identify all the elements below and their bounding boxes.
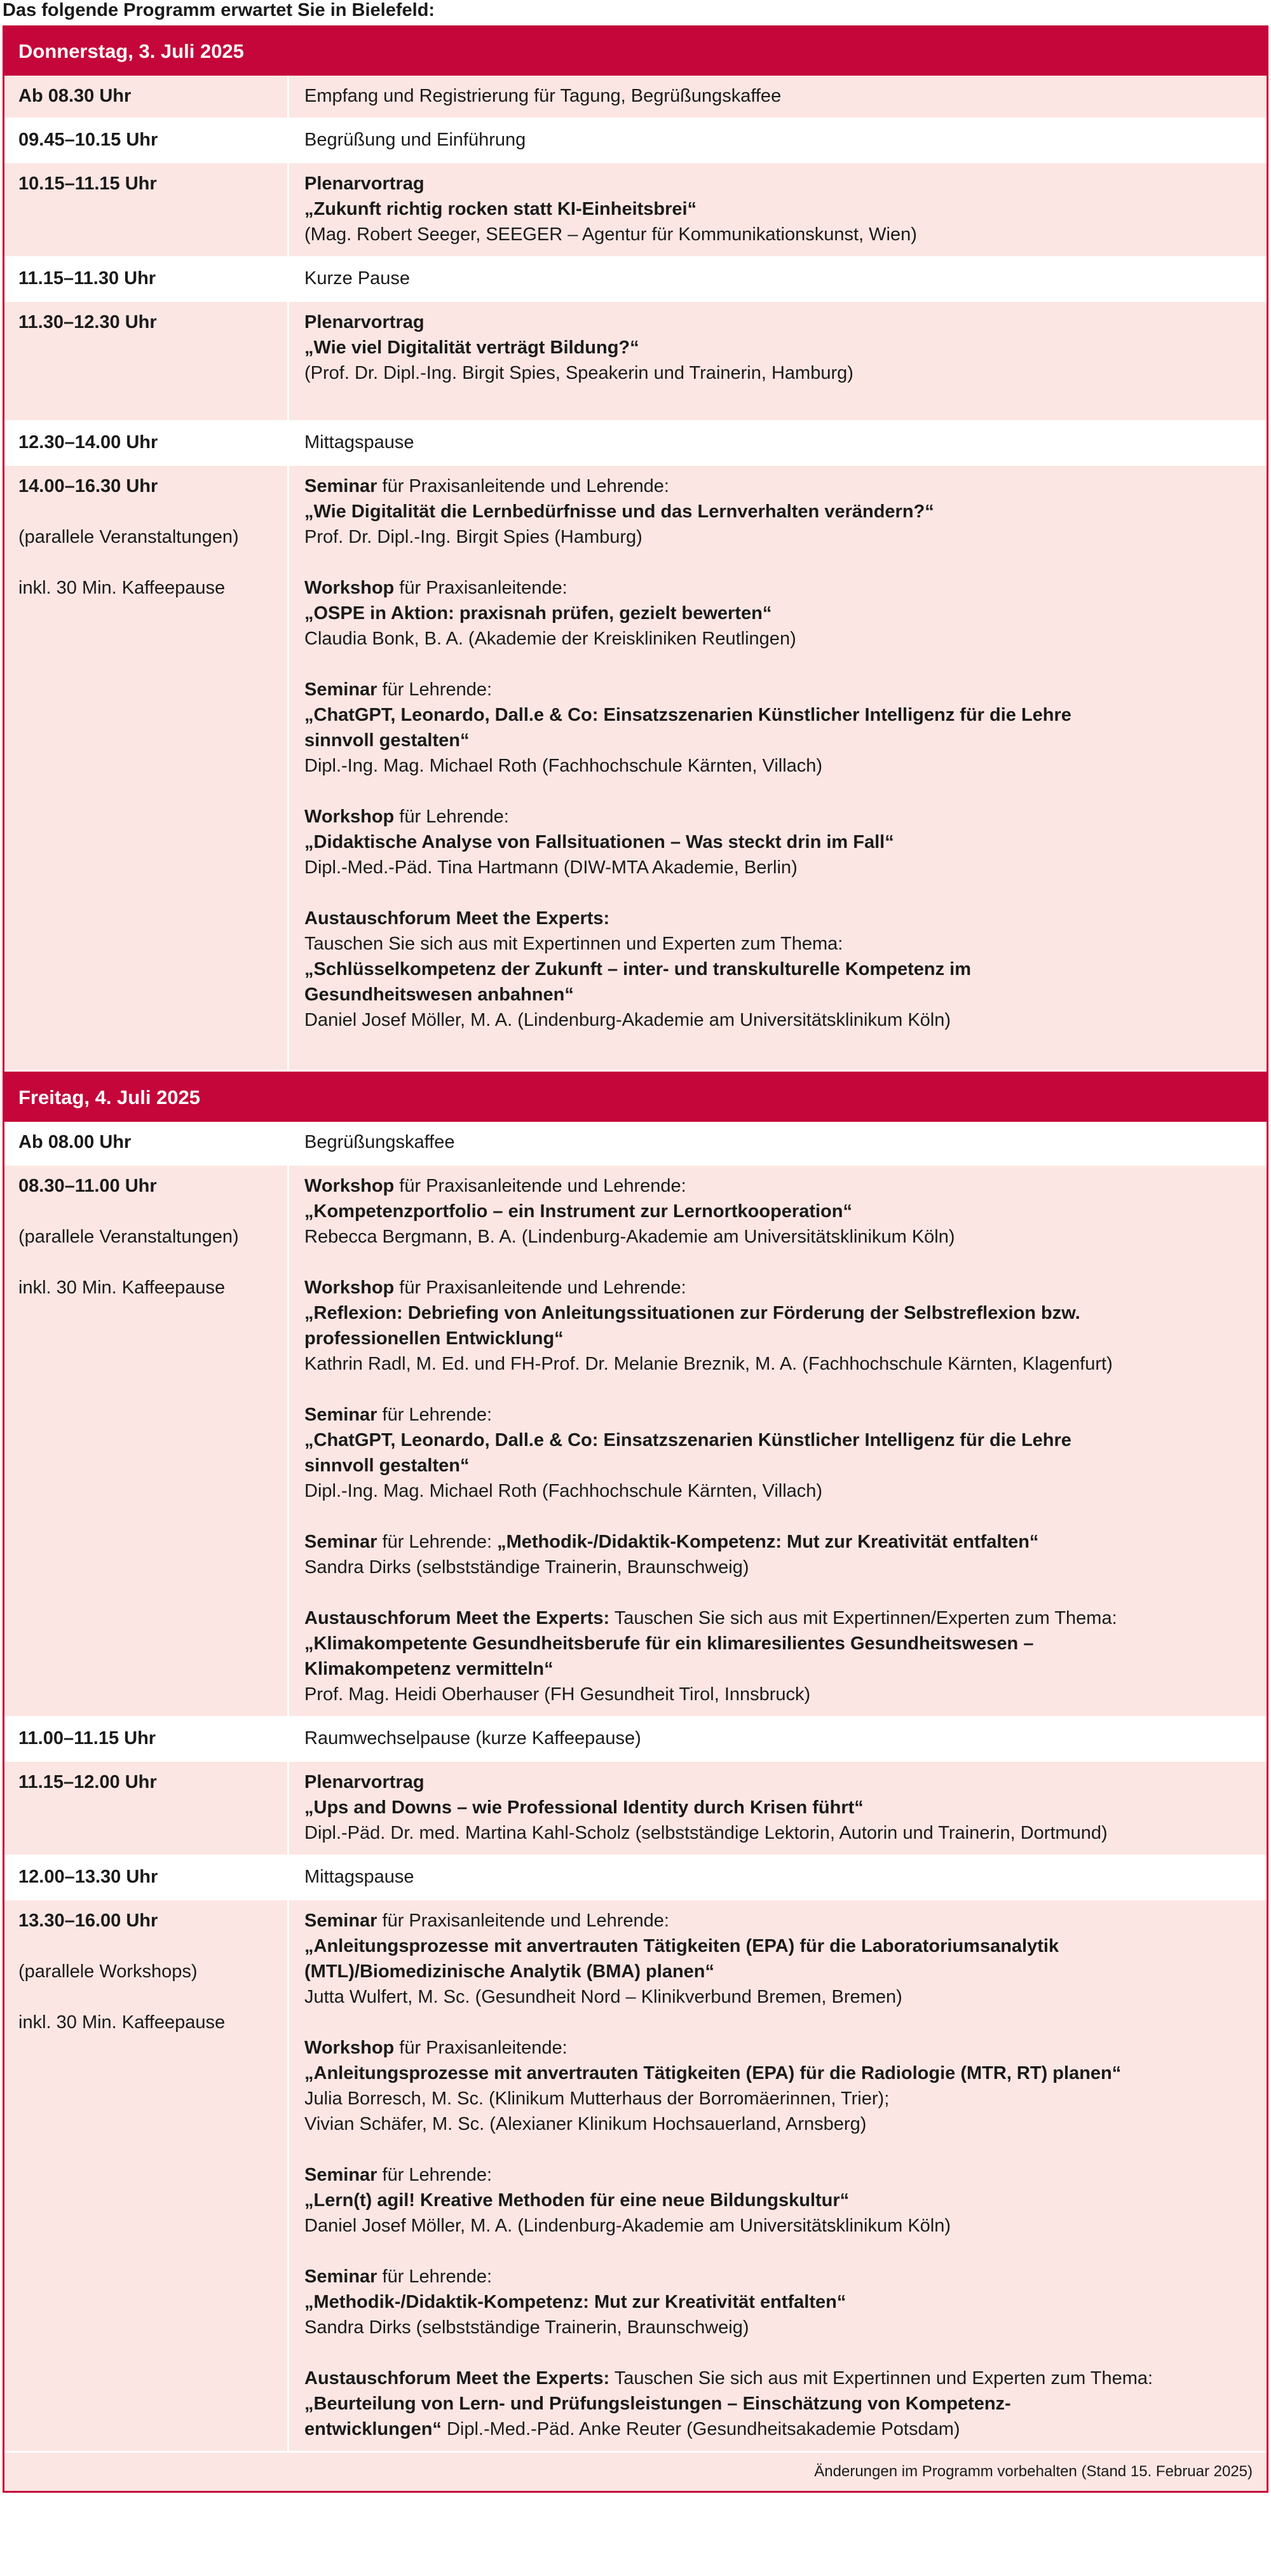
- schedule-row: [4, 258, 1267, 302]
- session-text: Daniel Josef Möller, M. A. (Lindenburg-Akademie am Universitätsklinikum Köln): [304, 2216, 951, 2236]
- session-line: [304, 702, 1251, 728]
- session-line: [304, 1555, 1251, 1580]
- session-line: [304, 1199, 1251, 1224]
- session-line: [304, 1007, 1251, 1033]
- session-line: [304, 601, 1251, 626]
- session-text: Tauschen Sie sich aus mit Expertinnen/Experten zum Thema:: [609, 1608, 1117, 1628]
- session-line: [304, 2086, 1251, 2111]
- time-label: 11.15–12.00 Uhr: [18, 1772, 157, 1792]
- schedule-row: [4, 1718, 1267, 1762]
- session-line: [304, 1933, 1251, 1959]
- session-line: [304, 499, 1251, 524]
- session-block: [304, 1605, 1251, 1707]
- session-line: [304, 1908, 1251, 1933]
- session-text: für Praxisanleitende:: [394, 578, 568, 598]
- schedule-row: [4, 1762, 1267, 1857]
- session-line: [304, 906, 1251, 931]
- session-emphasis: Seminar: [304, 2165, 377, 2185]
- footer-note: Änderungen im Programm vorbehalten (Stand 15. Februar 2025): [4, 2453, 1267, 2491]
- time-label: Ab 08.00 Uhr: [18, 1132, 132, 1152]
- time-cell: [4, 119, 289, 161]
- description-cell: [289, 302, 1267, 420]
- session-text: Kathrin Radl, M. Ed. und FH-Prof. Dr. Melanie Breznik, M. A. (Fachhochschule Kärnten, Klagenfurt): [304, 1354, 1113, 1374]
- time-label: 08.30–11.00 Uhr: [18, 1176, 157, 1196]
- session-line: [304, 1820, 1251, 1846]
- session-line: [304, 2111, 1251, 2137]
- session-line: [304, 430, 1251, 455]
- session-block: [304, 266, 1251, 291]
- session-block: [304, 127, 1251, 153]
- session-line: [304, 1631, 1251, 1656]
- session-text: für Praxisanleitende und Lehrende:: [394, 1278, 686, 1298]
- description-cell: [289, 258, 1267, 300]
- session-text: (Mag. Robert Seeger, SEEGER – Agentur für Kommunikationskunst, Wien): [304, 224, 917, 245]
- session-emphasis: Austauschforum Meet the Experts:: [304, 2368, 610, 2389]
- session-line: [304, 222, 1251, 247]
- session-emphasis: professionellen Entwicklung“: [304, 1328, 564, 1349]
- session-text: Mittagspause: [304, 432, 414, 453]
- session-block: [304, 310, 1251, 386]
- session-line: [304, 2035, 1251, 2061]
- session-emphasis: „Wie viel Digitalität verträgt Bildung?“: [304, 337, 639, 358]
- session-emphasis: „Anleitungsprozesse mit anvertrauten Tätigkeiten (EPA) für die Radiologie (MTR, RT) planen“: [304, 2063, 1122, 2083]
- session-block: [304, 2264, 1251, 2340]
- session-line: [304, 310, 1251, 335]
- session-emphasis: Seminar: [304, 476, 377, 496]
- time-cell: [4, 1122, 289, 1164]
- time-cell: [4, 422, 289, 464]
- session-emphasis: Seminar: [304, 679, 377, 700]
- session-emphasis: Workshop: [304, 1176, 395, 1196]
- session-line: [304, 1478, 1251, 1504]
- session-text: für Lehrende:: [377, 1405, 493, 1425]
- session-text: Jutta Wulfert, M. Sc. (Gesundheit Nord – Klinikverbund Bremen, Bremen): [304, 1987, 902, 2007]
- session-emphasis: Plenarvortrag: [304, 1772, 425, 1792]
- session-line: [304, 1224, 1251, 1250]
- time-label: Ab 08.30 Uhr: [18, 86, 132, 106]
- session-line: [304, 2289, 1251, 2315]
- session-line: [304, 83, 1251, 109]
- time-cell: [4, 1857, 289, 1898]
- description-cell: [289, 1122, 1267, 1164]
- session-line: [304, 982, 1251, 1007]
- session-emphasis: entwicklungen“: [304, 2419, 442, 2439]
- description-cell: [289, 1718, 1267, 1760]
- session-line: [304, 1682, 1251, 1707]
- session-block: [304, 1769, 1251, 1846]
- session-line: [304, 855, 1251, 880]
- schedule-row: [4, 1900, 1267, 2453]
- session-emphasis: „Ups and Downs – wie Professional Identity durch Krisen führt“: [304, 1797, 864, 1818]
- session-block: [304, 2162, 1251, 2239]
- session-line: [304, 1864, 1251, 1890]
- session-text: Dipl.-Med.-Päd. Tina Hartmann (DIW-MTA Akademie, Berlin): [304, 857, 798, 878]
- session-text: Sandra Dirks (selbstständige Trainerin, Braunschweig): [304, 2317, 749, 2338]
- schedule-row: [4, 466, 1267, 1072]
- session-line: [304, 335, 1251, 360]
- session-emphasis: Austauschforum Meet the Experts:: [304, 908, 610, 929]
- session-text: für Lehrende:: [377, 2165, 493, 2185]
- session-line: [304, 1173, 1251, 1199]
- session-emphasis: Workshop: [304, 807, 395, 827]
- session-text: für Praxisanleitende und Lehrende:: [377, 1911, 669, 1931]
- session-line: [304, 728, 1251, 753]
- session-text: Tauschen Sie sich aus mit Expertinnen und Experten zum Thema:: [304, 934, 843, 954]
- session-line: [304, 524, 1251, 550]
- session-text: Prof. Mag. Heidi Oberhauser (FH Gesundheit Tirol, Innsbruck): [304, 1684, 811, 1705]
- time-label: 09.45–10.15 Uhr: [18, 130, 158, 150]
- session-emphasis: „Anleitungsprozesse mit anvertrauten Tätigkeiten (EPA) für die Laboratoriumsanalytik: [304, 1936, 1059, 1956]
- time-label: 11.15–11.30 Uhr: [18, 268, 156, 289]
- session-line: [304, 1769, 1251, 1795]
- session-block: [304, 1908, 1251, 2010]
- description-cell: [289, 1857, 1267, 1898]
- time-label: 14.00–16.30 Uhr: [18, 476, 158, 496]
- session-text: Kurze Pause: [304, 268, 411, 289]
- session-emphasis: „Methodik-/Didaktik-Kompetenz: Mut zur Kreativität entfalten“: [304, 2292, 846, 2312]
- session-line: [304, 1326, 1251, 1351]
- session-text: Begrüßungskaffee: [304, 1132, 455, 1152]
- time-note: inkl. 30 Min. Kaffeepause: [18, 2012, 226, 2033]
- session-line: [304, 266, 1251, 291]
- session-line: [304, 1529, 1251, 1555]
- session-block: [304, 1173, 1251, 1250]
- session-emphasis: „Methodik-/Didaktik-Kompetenz: Mut zur Kreativität entfalten“: [492, 1532, 1039, 1552]
- session-text: Julia Borresch, M. Sc. (Klinikum Mutterhaus der Borromäerinnen, Trier);: [304, 2089, 890, 2109]
- session-emphasis: „Reflexion: Debriefing von Anleitungssituationen zur Förderung der Selbstreflexion bzw.: [304, 1303, 1080, 1323]
- session-text: Begrüßung und Einführung: [304, 130, 526, 150]
- session-emphasis: Seminar: [304, 1911, 377, 1931]
- session-block: [304, 2366, 1251, 2442]
- session-emphasis: Workshop: [304, 1278, 395, 1298]
- session-text: für Lehrende:: [377, 2266, 493, 2287]
- description-cell: [289, 119, 1267, 161]
- session-text: Mittagspause: [304, 1867, 414, 1887]
- description-cell: [289, 76, 1267, 118]
- session-text: für Praxisanleitende und Lehrende:: [377, 476, 669, 496]
- session-line: [304, 360, 1251, 386]
- session-emphasis: „Wie Digitalität die Lernbedürfnisse und das Lernverhalten verändern?“: [304, 501, 934, 522]
- session-emphasis: „Klimakompetente Gesundheitsberufe für ein klimaresilientes Gesundheitswesen –: [304, 1633, 1034, 1654]
- session-text: für Lehrende:: [394, 807, 509, 827]
- session-text: Tauschen Sie sich aus mit Expertinnen und Experten zum Thema:: [609, 2368, 1153, 2389]
- schedule-row: [4, 302, 1267, 422]
- session-text: Rebecca Bergmann, B. A. (Lindenburg-Akademie am Universitätsklinikum Köln): [304, 1227, 955, 1247]
- schedule-row: [4, 76, 1267, 119]
- session-emphasis: Seminar: [304, 1532, 377, 1552]
- session-block: [304, 575, 1251, 651]
- time-label: 12.00–13.30 Uhr: [18, 1867, 158, 1887]
- session-text: Vivian Schäfer, M. Sc. (Alexianer Klinikum Hochsauerland, Arnsberg): [304, 2114, 867, 2134]
- description-cell: [289, 466, 1267, 1070]
- session-line: [304, 2162, 1251, 2188]
- session-emphasis: sinnvoll gestalten“: [304, 730, 470, 751]
- session-line: [304, 127, 1251, 153]
- session-text: für Lehrende:: [377, 1532, 493, 1552]
- session-line: [304, 196, 1251, 222]
- session-block: [304, 677, 1251, 779]
- schedule-row: [4, 1166, 1267, 1718]
- time-note: (parallele Workshops): [18, 1961, 198, 1982]
- session-line: [304, 931, 1251, 957]
- session-emphasis: Workshop: [304, 2038, 395, 2058]
- time-note: (parallele Veranstaltungen): [18, 1227, 239, 1247]
- session-emphasis: „OSPE in Aktion: praxisnah prüfen, gezielt bewerten“: [304, 603, 772, 624]
- session-text: Sandra Dirks (selbstständige Trainerin, Braunschweig): [304, 1557, 749, 1578]
- session-line: [304, 804, 1251, 829]
- time-cell: [4, 258, 289, 300]
- session-text: Raumwechselpause (kurze Kaffeepause): [304, 1728, 641, 1748]
- session-text: Dipl.-Med.-Päd. Anke Reuter (Gesundheitsakademie Potsdam): [441, 2419, 960, 2439]
- session-emphasis: Austauschforum Meet the Experts:: [304, 1608, 610, 1628]
- session-emphasis: Plenarvortrag: [304, 312, 425, 332]
- session-block: [304, 906, 1251, 1033]
- session-emphasis: „Schlüsselkompetenz der Zukunft – inter- und transkulturelle Kompetenz im: [304, 959, 971, 979]
- description-cell: [289, 163, 1267, 256]
- time-cell: [4, 163, 289, 256]
- time-label: 13.30–16.00 Uhr: [18, 1911, 158, 1931]
- session-emphasis: sinnvoll gestalten“: [304, 1455, 470, 1476]
- description-cell: [289, 1900, 1267, 2451]
- session-line: [304, 1984, 1251, 2010]
- session-text: für Lehrende:: [377, 679, 493, 700]
- session-line: [304, 957, 1251, 982]
- time-label: 11.30–12.30 Uhr: [18, 312, 157, 332]
- session-text: Claudia Bonk, B. A. (Akademie der Kreiskliniken Reutlingen): [304, 629, 796, 649]
- session-line: [304, 2188, 1251, 2213]
- schedule-row: [4, 1122, 1267, 1166]
- time-cell: [4, 302, 289, 420]
- session-text: Dipl.-Ing. Mag. Michael Roth (Fachhochschule Kärnten, Villach): [304, 1481, 823, 1501]
- description-cell: [289, 1762, 1267, 1855]
- session-emphasis: Seminar: [304, 1405, 377, 1425]
- session-line: [304, 2416, 1251, 2442]
- session-text: Prof. Dr. Dipl.-Ing. Birgit Spies (Hamburg): [304, 527, 642, 547]
- schedule-row: [4, 119, 1267, 163]
- session-line: [304, 626, 1251, 651]
- session-emphasis: „Beurteilung von Lern- und Prüfungsleistungen – Einschätzung von Kompetenz-: [304, 2394, 1011, 2414]
- time-cell: [4, 466, 289, 1070]
- session-line: [304, 1605, 1251, 1631]
- time-cell: [4, 1166, 289, 1716]
- time-cell: [4, 1718, 289, 1760]
- session-line: [304, 1795, 1251, 1820]
- program-table: [3, 25, 1268, 2493]
- session-block: [304, 83, 1251, 109]
- session-line: [304, 171, 1251, 196]
- session-emphasis: „ChatGPT, Leonardo, Dall.e & Co: Einsatzszenarien Künstlicher Intelligenz für die Lehre: [304, 705, 1071, 725]
- session-block: [304, 1402, 1251, 1504]
- schedule-row: [4, 422, 1267, 466]
- session-block: [304, 804, 1251, 880]
- session-emphasis: Seminar: [304, 2266, 377, 2287]
- session-emphasis: Gesundheitswesen anbahnen“: [304, 985, 574, 1005]
- session-line: [304, 2264, 1251, 2289]
- session-line: [304, 1656, 1251, 1682]
- session-emphasis: „Kompetenzportfolio – ein Instrument zur Lernortkooperation“: [304, 1201, 852, 1222]
- time-label: 10.15–11.15 Uhr: [18, 174, 157, 194]
- time-cell: [4, 1900, 289, 2451]
- session-block: [304, 2035, 1251, 2137]
- session-emphasis: Workshop: [304, 578, 395, 598]
- time-cell: [4, 76, 289, 118]
- session-line: [304, 2213, 1251, 2239]
- session-text: Empfang und Registrierung für Tagung, Begrüßungskaffee: [304, 86, 782, 106]
- description-cell: [289, 422, 1267, 464]
- session-block: [304, 1529, 1251, 1580]
- session-line: [304, 2315, 1251, 2340]
- session-line: [304, 2061, 1251, 2086]
- session-text: (Prof. Dr. Dipl.-Ing. Birgit Spies, Speakerin und Trainerin, Hamburg): [304, 363, 853, 383]
- session-line: [304, 1402, 1251, 1428]
- session-block: [304, 430, 1251, 455]
- session-text: für Praxisanleitende und Lehrende:: [394, 1176, 686, 1196]
- session-line: [304, 2366, 1251, 2391]
- session-line: [304, 1351, 1251, 1377]
- session-line: [304, 2391, 1251, 2416]
- session-emphasis: „Didaktische Analyse von Fallsituationen – Was steckt drin im Fall“: [304, 832, 894, 852]
- session-line: [304, 829, 1251, 855]
- session-line: [304, 1726, 1251, 1751]
- session-emphasis: „Zukunft richtig rocken statt KI-Einheitsbrei“: [304, 199, 697, 219]
- session-line: [304, 1275, 1251, 1300]
- session-line: [304, 677, 1251, 702]
- session-line: [304, 1300, 1251, 1326]
- session-text: Daniel Josef Möller, M. A. (Lindenburg-Akademie am Universitätsklinikum Köln): [304, 1010, 951, 1030]
- session-emphasis: Klimakompetenz vermitteln“: [304, 1659, 554, 1679]
- intro-heading: Das folgende Programm erwartet Sie in Bielefeld:: [3, 0, 435, 20]
- session-emphasis: „Lern(t) agil! Kreative Methoden für eine neue Bildungskultur“: [304, 2190, 850, 2211]
- session-line: [304, 474, 1251, 499]
- session-block: [304, 1129, 1251, 1155]
- session-line: [304, 575, 1251, 601]
- session-block: [304, 474, 1251, 550]
- schedule-row: [4, 163, 1267, 258]
- description-cell: [289, 1166, 1267, 1716]
- time-label: 12.30–14.00 Uhr: [18, 432, 158, 453]
- time-note: inkl. 30 Min. Kaffeepause: [18, 1278, 226, 1298]
- session-line: [304, 753, 1251, 779]
- session-block: [304, 1726, 1251, 1751]
- session-line: [304, 1129, 1251, 1155]
- time-cell: [4, 1762, 289, 1855]
- time-label: 11.00–11.15 Uhr: [18, 1728, 156, 1748]
- session-line: [304, 1428, 1251, 1453]
- session-block: [304, 1864, 1251, 1890]
- session-block: [304, 171, 1251, 247]
- time-note: inkl. 30 Min. Kaffeepause: [18, 578, 226, 598]
- session-text: Dipl.-Päd. Dr. med. Martina Kahl-Scholz (selbstständige Lektorin, Autorin und Trainerin, Dortmund): [304, 1823, 1108, 1843]
- session-block: [304, 1275, 1251, 1377]
- time-note: (parallele Veranstaltungen): [18, 527, 239, 547]
- session-emphasis: „ChatGPT, Leonardo, Dall.e & Co: Einsatzszenarien Künstlicher Intelligenz für die Lehre: [304, 1430, 1071, 1450]
- session-text: für Praxisanleitende:: [394, 2038, 568, 2058]
- session-line: [304, 1959, 1251, 1984]
- session-emphasis: (MTL)/Biomedizinische Analytik (BMA) planen“: [304, 1961, 715, 1982]
- session-text: Dipl.-Ing. Mag. Michael Roth (Fachhochschule Kärnten, Villach): [304, 756, 823, 776]
- schedule-row: [4, 1857, 1267, 1900]
- day-header: Donnerstag, 3. Juli 2025: [4, 25, 1267, 76]
- session-line: [304, 1453, 1251, 1478]
- day-header: Freitag, 4. Juli 2025: [4, 1072, 1267, 1122]
- session-emphasis: Plenarvortrag: [304, 174, 425, 194]
